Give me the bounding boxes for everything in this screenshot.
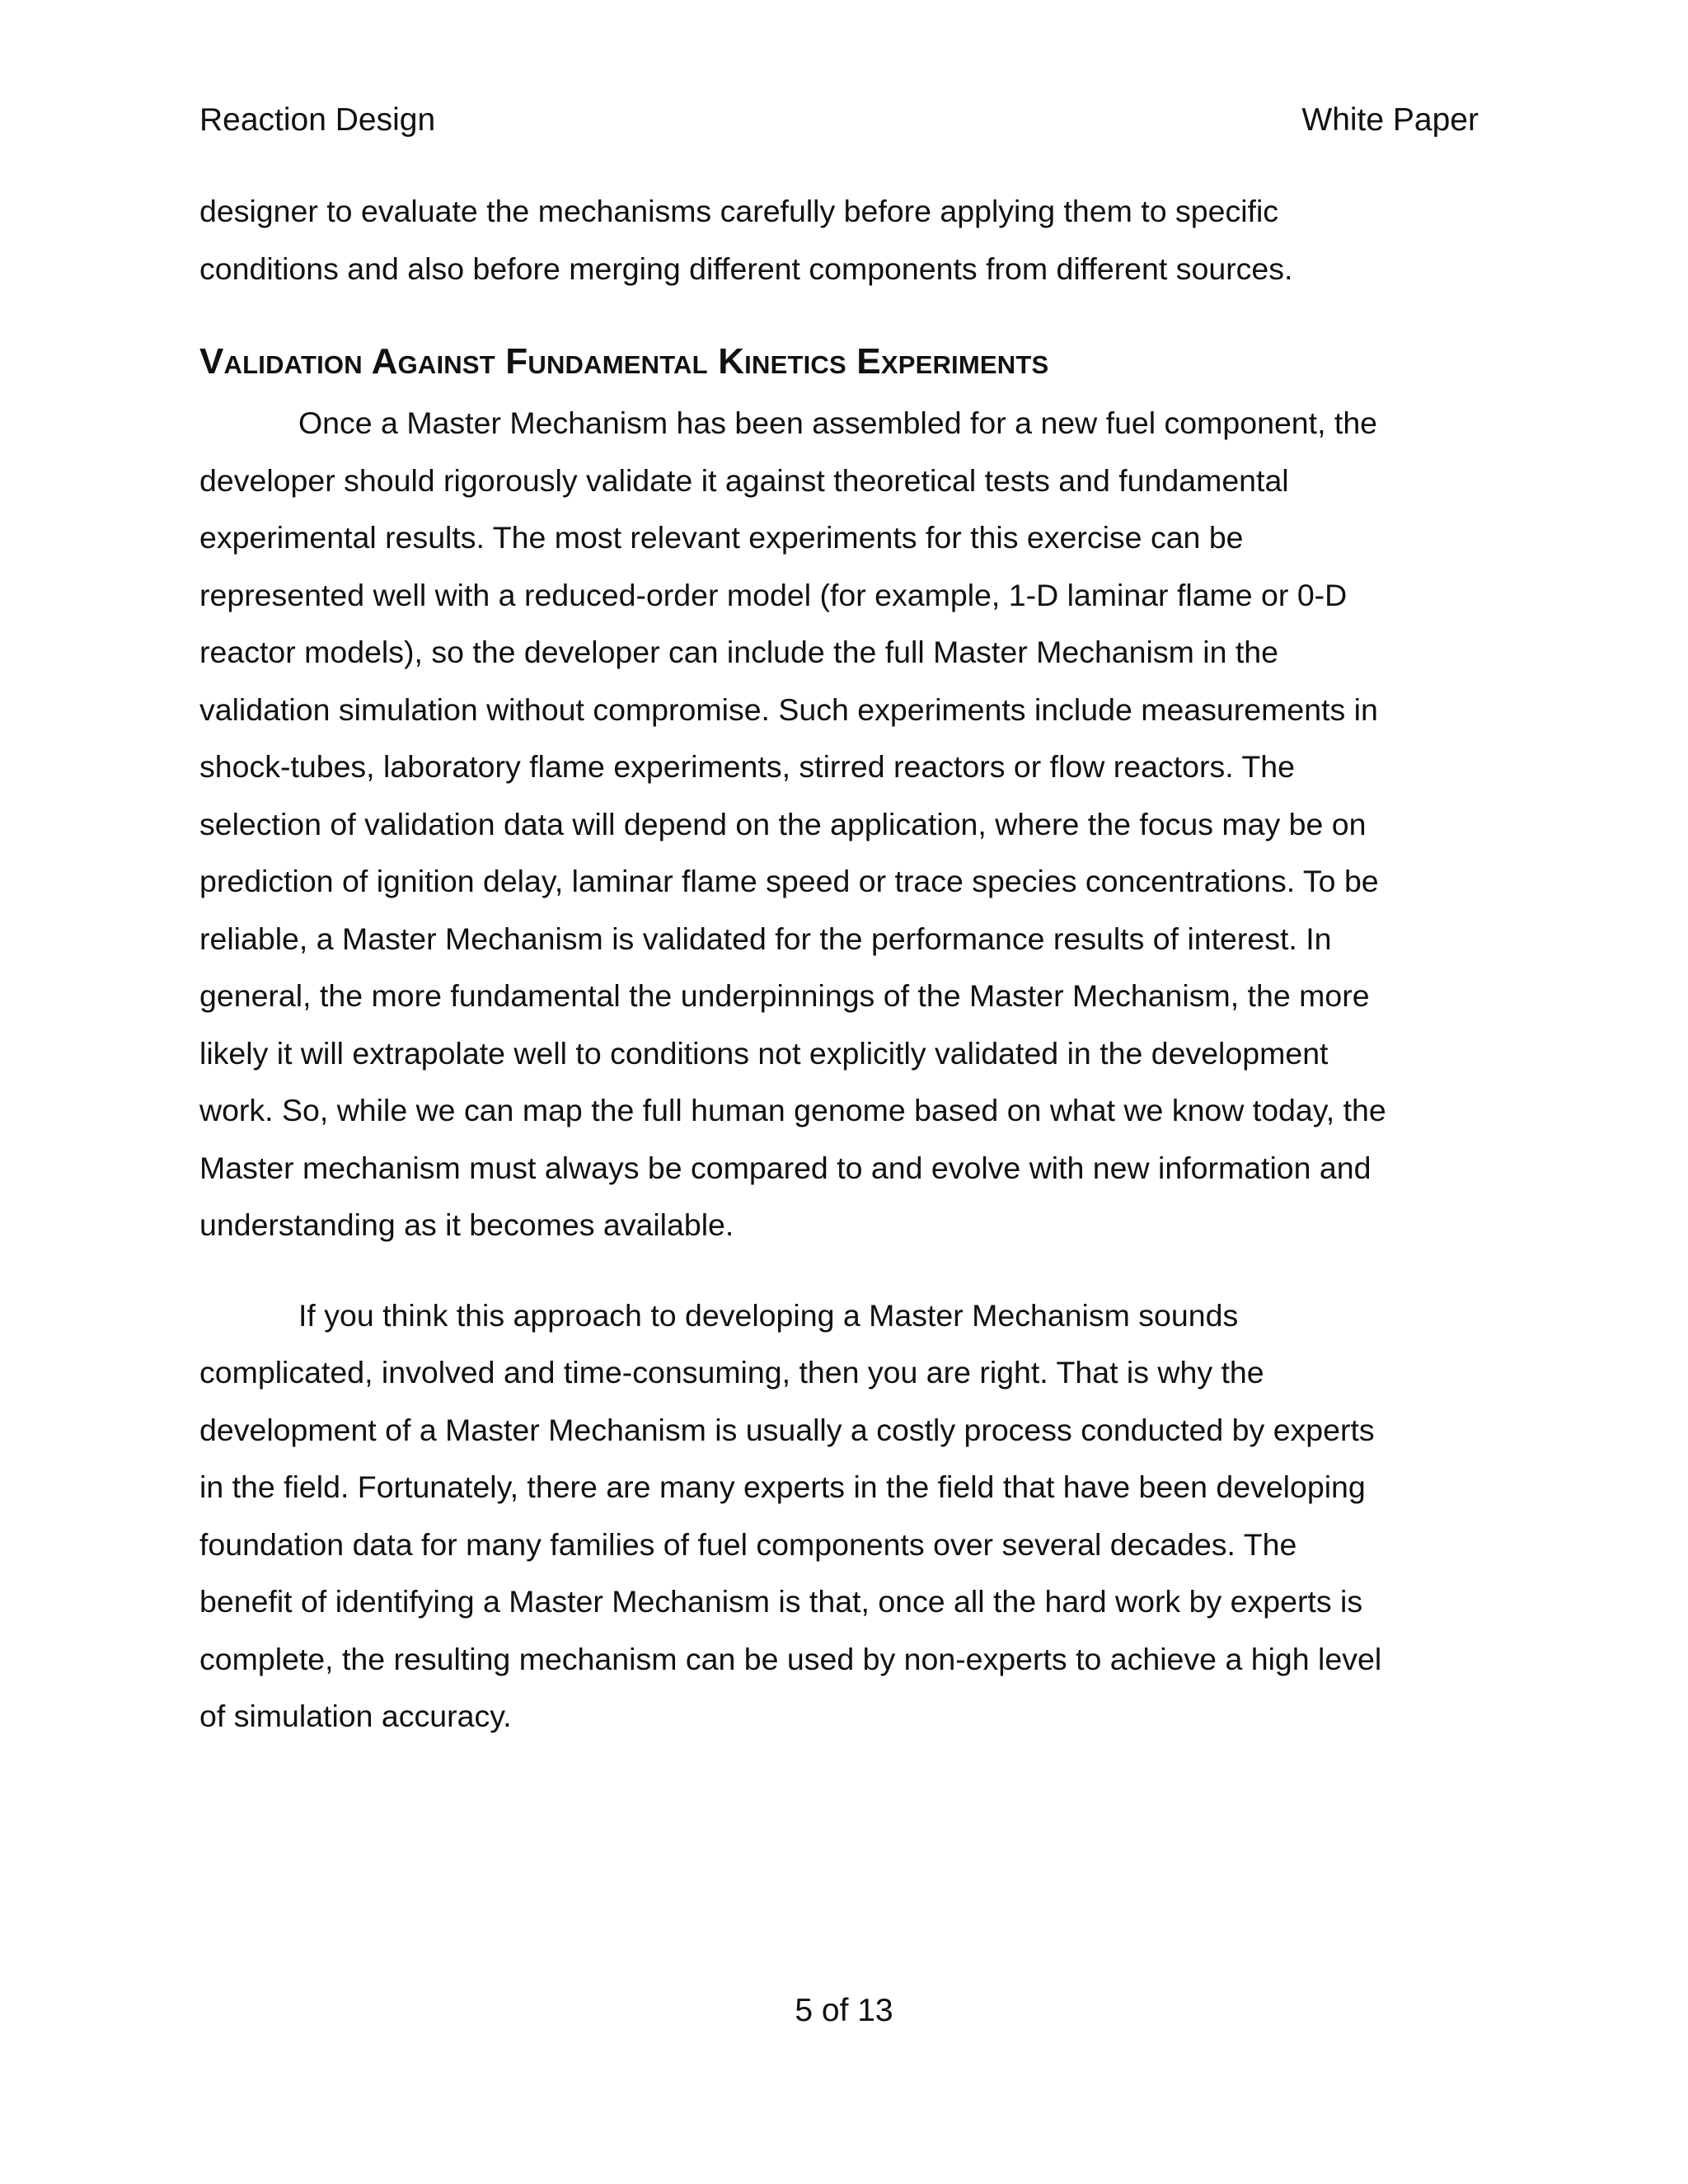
text-line: reactor models), so the developer can include the full Master Mechanism in the bbox=[199, 635, 1278, 669]
text-line: validation simulation without compromise. Such experiments include measurements in bbox=[199, 691, 1378, 727]
text-line: conditions and also before merging different components from different sources. bbox=[199, 251, 1293, 286]
text-line: complicated, involved and time-consuming, then you are right. That is why the bbox=[199, 1355, 1264, 1390]
header-doc-type: White Paper bbox=[1301, 102, 1479, 138]
section-heading: Validation Against Fundamental Kinetics Experiments bbox=[199, 341, 1049, 382]
page-number: 5 of 13 bbox=[795, 1993, 893, 2028]
text-line: developer should rigorously validate it against theoretical tests and fundamental bbox=[199, 462, 1289, 498]
text-line: prediction of ignition delay, laminar flame speed or trace species concentrations. To be bbox=[199, 864, 1379, 898]
paragraph-master-mechanism bbox=[199, 1287, 1485, 1746]
text-line: of simulation accuracy. bbox=[199, 1699, 512, 1733]
page-header bbox=[199, 97, 1479, 143]
text-line: work. So, while we can map the full human genome based on what we know today, the bbox=[199, 1093, 1386, 1127]
text-line: foundation data for many families of fuel components over several decades. The bbox=[199, 1526, 1297, 1562]
text-line: reliable, a Master Mechanism is validated for the performance results of interest. In bbox=[199, 921, 1332, 956]
text-line: represented well with a reduced-order model (for example, 1-D laminar flame or 0-D bbox=[199, 577, 1348, 612]
text-line: selection of validation data will depend on the application, where the focus may be on bbox=[199, 806, 1367, 841]
text-line: development of a Master Mechanism is usually a costly process conducted by experts bbox=[199, 1412, 1375, 1447]
text-line: complete, the resulting mechanism can be used by non-experts to achieve a high level bbox=[199, 1641, 1382, 1676]
page-content bbox=[199, 183, 1485, 1746]
text-line: Once a Master Mechanism has been assembled for a new fuel component, the bbox=[298, 405, 1378, 440]
text-line: designer to evaluate the mechanisms carefully before applying them to specific bbox=[199, 194, 1279, 228]
text-line: experimental results. The most relevant experiments for this exercise can be bbox=[199, 520, 1244, 555]
text-line: If you think this approach to developing a Master Mechanism sounds bbox=[298, 1297, 1239, 1333]
text-line: shock-tubes, laboratory flame experiments, stirred reactors or flow reactors. The bbox=[199, 749, 1295, 784]
text-line: understanding as it becomes available. bbox=[199, 1207, 734, 1242]
text-line: benefit of identifying a Master Mechanism is that, once all the hard work by experts is bbox=[199, 1584, 1363, 1619]
paragraph-validation bbox=[199, 395, 1485, 1254]
page-footer bbox=[0, 1988, 1688, 2034]
text-line: likely it will extrapolate well to conditions not explicitly validated in the development bbox=[199, 1035, 1329, 1071]
text-line: general, the more fundamental the underpinnings of the Master Mechanism, the more bbox=[199, 978, 1370, 1013]
intro-paragraph bbox=[199, 183, 1485, 298]
header-company: Reaction Design bbox=[199, 102, 436, 138]
text-line: in the field. Fortunately, there are many experts in the field that have been developing bbox=[199, 1469, 1366, 1504]
text-line: Master mechanism must always be compared to and evolve with new information and bbox=[199, 1150, 1372, 1185]
